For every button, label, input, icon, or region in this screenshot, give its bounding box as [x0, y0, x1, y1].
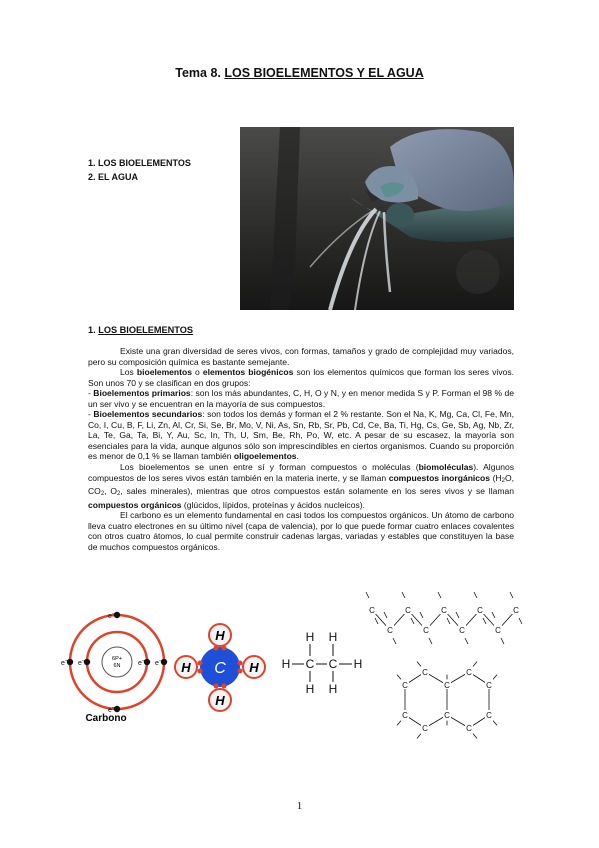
electron-label: e− — [78, 658, 85, 667]
chain-stub-bond — [420, 612, 423, 618]
chain-stub-bond — [501, 638, 504, 644]
ring-carbon-label: C — [486, 681, 492, 690]
text-run: : son los más abundantes, C, H, O y N, y en menor medida S y P. Forman el 98 % de un ser vivo y se encuentran en la mayoría de sus compuestos. — [88, 388, 514, 409]
paragraph-5 — [88, 462, 514, 510]
chain-carbon-label: C — [423, 626, 429, 635]
ethane-h: H — [281, 657, 291, 671]
text-run: ). Algunos compuestos de los seres vivos están también en la materia inerte, y se llaman — [88, 462, 514, 483]
section-heading — [88, 325, 193, 335]
ring-carbon-label: C — [422, 668, 428, 677]
ring-stub-bond — [473, 734, 477, 739]
paragraph-4 — [88, 409, 514, 462]
chain-stub-bond — [465, 638, 468, 644]
electron-label: e− — [155, 658, 162, 667]
subscript: 2 — [501, 477, 505, 484]
paragraph-3 — [88, 388, 514, 409]
ring-carbon-label: C — [486, 711, 492, 720]
term-secundarios: Bioelementos secundarios — [93, 409, 203, 420]
electron-label: e− — [61, 658, 68, 667]
chain-carbon-label: C — [387, 626, 393, 635]
text-run: Los bioelementos se unen entre sí y forman compuestos o moléculas ( — [120, 462, 419, 473]
chain-carbon-label: C — [477, 606, 483, 615]
chain-carbon-label: C — [369, 606, 375, 615]
paragraph-2 — [88, 367, 514, 388]
ethane-h: H — [305, 630, 315, 644]
carbon-chain-diagram — [360, 600, 540, 655]
chain-stub-bond — [519, 618, 522, 624]
subscript: 2 — [100, 491, 105, 498]
title-prefix: Tema 8. — [175, 66, 225, 80]
ring-carbon-label: C — [402, 711, 408, 720]
ring-stub-bond — [417, 662, 421, 667]
chain-carbon-label: C — [405, 606, 411, 615]
chain-stub-bond — [447, 618, 450, 624]
carbon-ring-diagram — [385, 660, 525, 745]
chain-stub-bond — [384, 612, 387, 618]
paragraph-6: El carbono es un elemento fundamental en casi todos los compuestos orgánicos. Un átomo de carbono lleva cuatro electrones en su último nivel (capa de valencia), por lo que puede formar cuatro enlaces covalentes con otros cuatro átomos, lo cual permite construir cadenas largas, variadas y estables que constituyen la base de muchos compuestos orgánicos. — [88, 510, 514, 552]
chain-stub-bond — [429, 638, 432, 644]
text-run: (glúcidos, lípidos, proteínas y ácidos nucleicos). — [181, 499, 365, 510]
electron-label: e− — [108, 705, 115, 714]
atom-caption: Carbono — [85, 713, 127, 724]
hydrogen-label: H — [215, 628, 225, 643]
chain-stub-bond — [438, 592, 441, 598]
nucleus-neutrons: 6N — [113, 663, 121, 669]
ring-carbon-label: C — [444, 681, 450, 690]
ethane-h: H — [328, 630, 338, 644]
chain-stub-bond — [402, 592, 405, 598]
ethane-bonds — [292, 644, 352, 682]
term-oligoelementos: oligoelementos — [233, 451, 297, 462]
term-bioelementos: bioelementos — [136, 367, 192, 378]
nucleus — [102, 647, 132, 677]
hydrogen-left — [175, 656, 197, 678]
text-run: - — [88, 388, 94, 399]
ethane-structural-formula — [278, 628, 368, 698]
text-run: O, CO — [88, 472, 514, 497]
term-elementos-biogenicos: elementos biogénicos — [202, 367, 294, 378]
chain-carbon-label: C — [513, 606, 519, 615]
ethane-h: H — [305, 682, 315, 696]
body-text — [88, 346, 514, 552]
ring-stub-bond — [397, 721, 401, 726]
ring-carbon-label: C — [466, 668, 472, 677]
hydrogen-label: H — [181, 660, 191, 675]
page-title — [0, 66, 599, 80]
chain-stub-bond — [411, 618, 414, 624]
pigeon-drinking-image — [240, 127, 514, 310]
electron-label: e− — [138, 658, 145, 667]
chain-stub-bond — [375, 618, 378, 624]
chain-stub-bond — [393, 638, 396, 644]
term-organicos: compuestos orgánicos — [88, 499, 182, 510]
ring-carbon-label: C — [402, 681, 408, 690]
term-biomoleculas: biomoléculas — [418, 462, 474, 473]
electron-label: e− — [108, 611, 115, 620]
text-run: . — [296, 451, 299, 462]
hydrogen-bottom — [209, 689, 231, 711]
text-run: Los — [120, 367, 137, 378]
carbon-label: C — [214, 660, 226, 677]
text-run: (H — [490, 472, 502, 483]
chain-stub-bond — [456, 612, 459, 618]
section-title: LOS BIOELEMENTOS — [98, 325, 193, 335]
text-run: , sales minerales), mientras que otros compuestos están solamente en los seres vivos y se llaman — [120, 486, 514, 497]
ethane-c: C — [305, 657, 315, 671]
ring-stub-bond — [417, 734, 421, 739]
term-inorganicos: compuestos inorgánicos — [388, 472, 491, 483]
chain-carbon-label: C — [441, 606, 447, 615]
text-run: o — [191, 367, 203, 378]
methane-dot-diagram — [170, 620, 270, 720]
text-run: , O — [104, 486, 118, 497]
page-number: 1 — [296, 800, 303, 812]
hydrogen-label: H — [215, 693, 225, 708]
hydrogen-label: H — [249, 660, 259, 675]
toc-item-1: 1. LOS BIOELEMENTOS — [88, 158, 191, 168]
ring-carbon-label: C — [466, 724, 472, 733]
chain-carbon-label: C — [459, 626, 465, 635]
chain-carbon-label: C — [495, 626, 501, 635]
chain-stub-bond — [510, 592, 513, 598]
ring-stub-bond — [493, 721, 497, 726]
text-run: : son todos los demás y forman el 2 % restante. Son el Na, K, Mg, Ca, Cl, Fe, Mn, Co, I, Cu, B, F, Li, Zn, Al, Cr, Si, Se, Br, Mo, V, Ni, As, Sn, Rb, Sr, Pb, Cd, Ce, Ba, Ti, Hg, Cs, Ge, Sb, Ag, Nb, Zr, La, Te, Ga, Ta, Bi, Y, Au, Sc, In, Th, U, Sm, Be, Rh, Po, W, etc. A pesar de su escasez, la mayoría son esenciales para la vida, aunque algunos sólo son imprescindibles en ciertos organismos. Cuando su proporción es menor de 0,1 % se llaman también — [88, 409, 514, 462]
chain-stub-bond — [366, 592, 369, 598]
chain-stub-bond — [492, 612, 495, 618]
ethane-h: H — [353, 657, 363, 671]
subscript: 2 — [117, 491, 121, 498]
section-number: 1. — [88, 325, 99, 335]
ring-stub-bond — [493, 675, 497, 680]
term-primarios: Bioelementos primarios — [93, 388, 191, 399]
pigeon-photo — [240, 127, 514, 310]
text-run: son los elementos químicos que forman los seres vivos. Son unos 70 y se clasifican en dos grupos: — [88, 367, 515, 388]
carbon-atom-diagram — [62, 610, 182, 725]
nucleus-protons: 6P+ — [112, 656, 122, 662]
ring-stub-bond — [397, 675, 401, 680]
ring-stub-bond — [473, 662, 477, 667]
ethane-h: H — [328, 682, 338, 696]
chain-stub-bond — [483, 618, 486, 624]
paragraph-1: Existe una gran diversidad de seres vivos, con formas, tamaños y grado de complejidad muy variados, pero su composición química es bastante semejante. — [88, 346, 514, 367]
hydrogen-right — [243, 656, 265, 678]
chain-stub-bond — [474, 592, 477, 598]
ring-carbon-label: C — [422, 724, 428, 733]
ring-carbon-label: C — [444, 711, 450, 720]
text-run: - — [88, 409, 94, 420]
hydrogen-top — [209, 624, 231, 646]
title-main: LOS BIOELEMENTOS Y EL AGUA — [224, 66, 424, 80]
toc-item-2: 2. EL AGUA — [88, 172, 139, 182]
ethane-c: C — [328, 657, 338, 671]
